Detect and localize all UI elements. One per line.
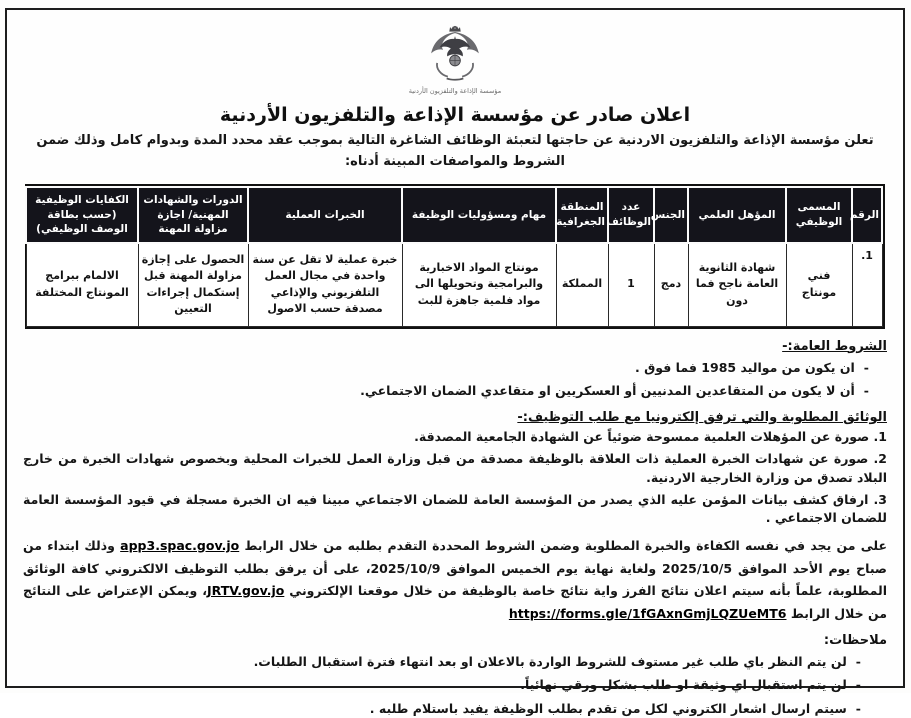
logo-caption: مؤسسة الإذاعة والتلفزيون الأردنية [408, 87, 502, 95]
col-header-region: المنطقة الجغرافية [556, 187, 608, 243]
notes-list [19, 652, 861, 718]
page-border-frame [5, 8, 905, 716]
col-header-certifications: الدورات والشهادات المهنية/ اجازة مزاولة المهنة [138, 187, 248, 243]
required-documents-list [23, 428, 887, 528]
general-conditions-heading: الشروط العامة:- [782, 338, 887, 354]
col-header-competencies: الكفايات الوظيفية (حسب بطاقة الوصف الوظيفي) [26, 187, 138, 243]
document-item: 2. صورة عن شهادات الخبرة العملية ذات العلاقة بالوظيفة مصدقة من قبل وزارة العمل للخبرات المحلية وبخصوص شهادات الخبرة من خارج البلاد تصدق من وزارة الخارجية الاردنية. [23, 451, 887, 485]
header-logo-block [19, 26, 891, 95]
table-row [26, 243, 882, 327]
note-item: - لن يتم استقبال اي وثيقة او طلب بشكل ورقي نهائياً. [19, 675, 861, 694]
col-header-vacancies: عدد الوظائف [608, 187, 654, 243]
cell-qualification: شهادة الثانوية العامة ناجح فما دون [688, 243, 786, 327]
announcement-intro: تعلن مؤسسة الإذاعة والتلفزيون الاردنية عن حاجتها لتعبئة الوظائف الشاغرة التالية بموجب عقد محدد المدة وبدوام كامل وذلك ضمن الشروط والمواصفات المبينة أدناه: [36, 133, 874, 169]
vacancy-table [25, 186, 883, 327]
cell-certifications: الحصول على إجازة مزاولة المهنة قبل إستكمال إجراءات التعيين [138, 243, 248, 327]
col-header-qualification: المؤهل العلمي [688, 187, 786, 243]
application-text: على من يجد في نفسه الكفاءة والخبرة المطلوبة وضمن الشروط المحددة التقدم بطلبه من خلال الرابط [239, 538, 887, 554]
objection-form-link[interactable]: https://forms.gle/1fGAxnGmjLQZUeMT6 [508, 605, 787, 621]
cell-experience: خبرة عملية لا تقل عن سنة واحدة في مجال العمل التلفزيوني والإذاعي مصدقة حسب الاصول [248, 243, 402, 327]
note-item: - سيتم ارسال اشعار الكتروني لكل من تقدم بطلب الوظيفة يفيد باستلام طلبه . [19, 699, 861, 718]
required-documents-heading: الوثائق المطلوبة والتي ترفق إلكترونيا مع طلب التوظيف:- [517, 410, 887, 426]
condition-item: - ان يكون من مواليد 1985 فما فوق . [19, 358, 869, 377]
document-item: 1. صورة عن المؤهلات العلمية ممسوحة ضوئياً عن الشهادة الجامعية المصدقة. [414, 429, 887, 445]
application-text: وذلك ابتداء من صباح يوم الأحد الموافق 2025/10/5 ولغاية نهاية يوم الخميس الموافق 2025/10/9، على أن يرفق بطلب التوظيف الالكتروني كافة الوثائق المطلوبة، علماً بأنه سيتم اعلان نتائج الفرز واية نتائج خاصة بالوظيفة من خلال موقعنا الإلكتروني [23, 538, 887, 599]
cell-region: المملكة [556, 243, 608, 327]
col-header-experience: الخبرات العملية [248, 187, 402, 243]
cell-duties: مونتاج المواد الاخبارية والبرامجية وتحويلها الى مواد فلمية جاهزة للبث [402, 243, 556, 327]
condition-item: - أن لا يكون من المتقاعدين المدنيين أو العسكريين او متقاعدي الضمان الاجتماعي. [19, 381, 869, 400]
announcement-title: اعلان صادر عن مؤسسة الإذاعة والتلفزيون الأردنية [219, 104, 691, 126]
col-header-number: الرقم [852, 187, 882, 243]
cell-vacancies: 1 [608, 243, 654, 327]
note-item: - لن يتم النظر باي طلب غير مستوف للشروط الواردة بالاعلان او بعد انتهاء فترة استقبال الطلبات. [19, 652, 861, 671]
application-instructions [23, 535, 887, 625]
table-header-row [26, 187, 882, 243]
cell-number: 1. [852, 243, 882, 327]
cell-gender: دمج [654, 243, 688, 327]
col-header-gender: الجنس [654, 187, 688, 243]
document-item: 3. ارفاق كشف بيانات المؤمن عليه الذي يصدر من المؤسسة العامة للضمان الاجتماعي مبينا فيه ان الخبرة مسجلة في قيود المؤسسة العامة للضمان الاجتماعي . [23, 491, 887, 526]
col-header-duties: مهام ومسؤوليات الوظيفة [402, 187, 556, 243]
vacancy-table-wrap [25, 184, 885, 329]
jordan-coat-of-arms-icon [425, 67, 485, 86]
general-conditions-list [19, 358, 869, 401]
notes-heading: ملاحظات: [823, 633, 887, 649]
application-text: ، ويمكن الإعتراض على النتائج من خلال الرابط [23, 583, 887, 621]
col-header-job-title: المسمى الوظيفي [786, 187, 852, 243]
cell-competencies: الالمام ببرامج المونتاج المختلفة [26, 243, 138, 327]
results-website-link[interactable]: JRTV.gov.jo [206, 583, 285, 599]
cell-job-title: فني مونتاج [786, 243, 852, 327]
application-portal-link[interactable]: app3.spac.gov.jo [120, 538, 240, 554]
